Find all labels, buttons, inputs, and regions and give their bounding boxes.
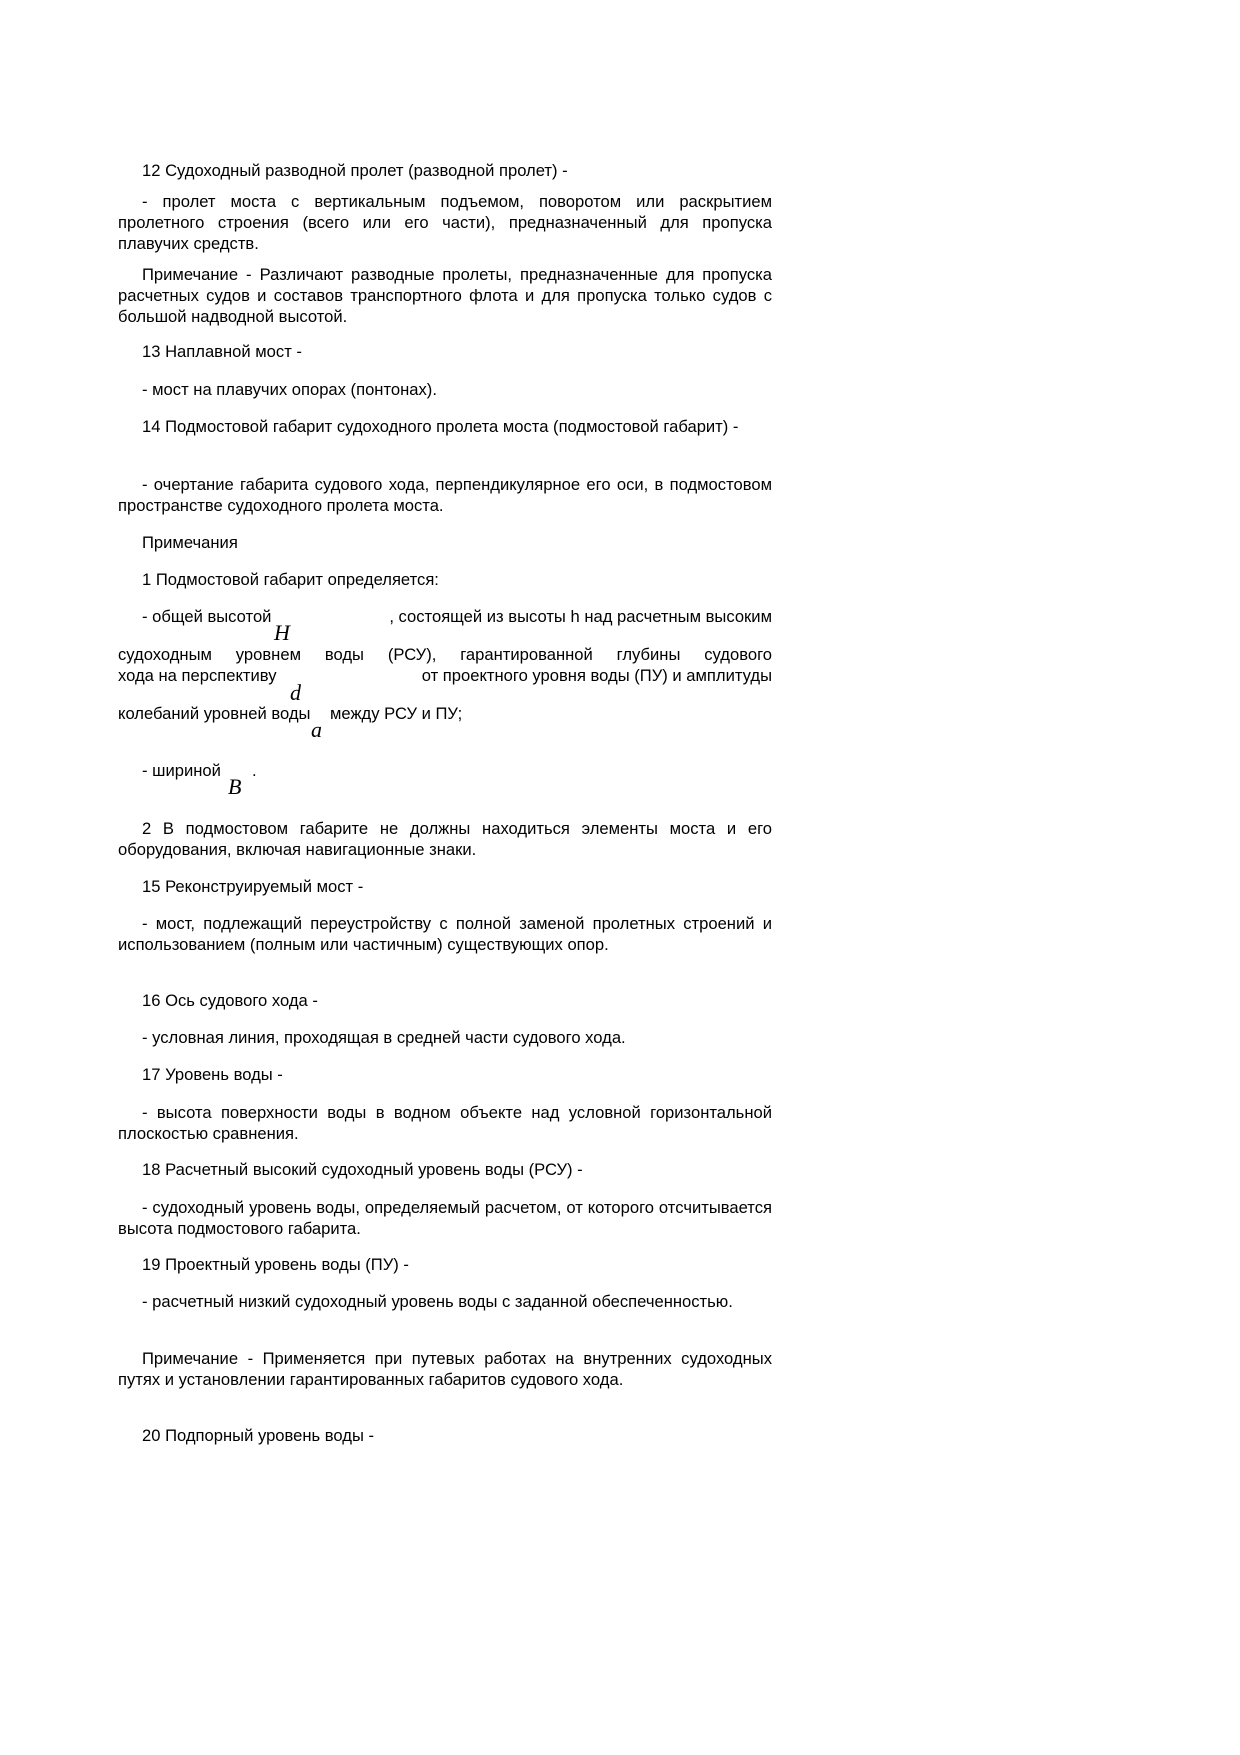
math-a: a [311,717,322,742]
term-13-definition: - мост на плавучих опорах (понтонах). [142,380,437,399]
term-16-title: 16 Ось судового хода - [142,991,318,1010]
term-20-title: 20 Подпорный уровень воды - [142,1426,375,1445]
math-B: B [228,774,242,799]
note-1a-line-3-post: от проектного уровня воды (ПУ) и амплитуды [421,666,772,685]
term-16-definition: - условная линия, проходящая в средней части судового хода. [142,1028,626,1047]
term-14-definition: - очертание габарита судового хода, перпендикулярное его оси, в подмостовом пространстве судоходного пролета моста. [118,475,772,515]
term-18-title: 18 Расчетный высокий судоходный уровень воды (РСУ) - [142,1160,583,1179]
term-12-definition: - пролет моста с вертикальным подъемом, поворотом или раскрытием пролетного строения (всего или его части), предназначенный для пропуска плавучих средств. [118,192,772,253]
term-18-definition: - судоходный уровень воды, определяемый расчетом, от которого отсчитывается высота подмостового габарита. [118,1198,772,1238]
note-1b-pre: - шириной [142,761,221,780]
term-19-note: Примечание - Применяется при путевых работах на внутренних судоходных путях и установлении гарантированных габаритов судового хода. [118,1349,772,1389]
note-1a-line-1-post: , состоящей из высоты h над расчетным высоким [389,607,772,626]
note-2: 2 В подмостовом габарите не должны находиться элементы моста и его оборудования, включая навигационные знаки. [118,819,772,859]
term-12-note: Примечание - Различают разводные пролеты, предназначенные для пропуска расчетных судов и составов транспортного флота и для пропуска только судов с большой надводной высотой. [118,265,772,326]
term-19-definition: - расчетный низкий судоходный уровень воды с заданной обеспеченностью. [142,1292,733,1311]
term-14-title: 14 Подмостовой габарит судоходного пролета моста (подмостовой габарит) - [142,417,739,436]
note-1b-post: . [252,761,257,780]
term-12-title: 12 Судоходный разводной пролет (разводной пролет) - [142,161,568,180]
term-17-definition: - высота поверхности воды в водном объекте над условной горизонтальной плоскостью сравнения. [118,1103,772,1143]
math-d: d [290,680,301,705]
note-1a-line-1: - общей высотой [142,607,272,626]
term-15-title: 15 Реконструируемый мост - [142,877,364,896]
term-13-title: 13 Наплавной мост - [142,342,302,361]
math-H: H [274,620,290,645]
note-1a-line-3-pre: хода на перспективу [118,666,277,685]
note-1a-line-4-pre: колебаний уровней воды [118,704,311,723]
term-19-title: 19 Проектный уровень воды (ПУ) - [142,1255,409,1274]
term-17-title: 17 Уровень воды - [142,1065,283,1084]
notes-heading: Примечания [142,533,238,552]
note-1-intro: 1 Подмостовой габарит определяется: [142,570,439,589]
note-1a-line-2: судоходным уровнем воды (РСУ), гарантированной глубины судового [118,645,772,664]
note-1a-line-4-post: между РСУ и ПУ; [330,704,463,723]
term-15-definition: - мост, подлежащий переустройству с полной заменой пролетных строений и использованием (полным или частичным) существующих опор. [118,914,772,954]
